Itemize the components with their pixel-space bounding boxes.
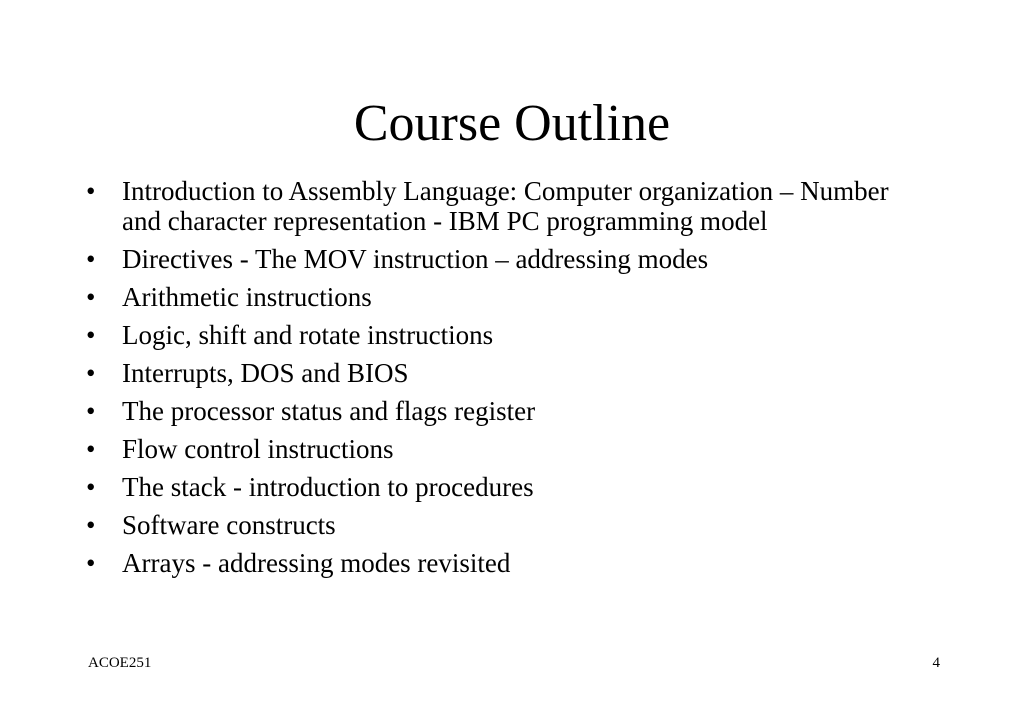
bullet-item — [80, 176, 920, 236]
bullet-text: Arithmetic instructions — [122, 282, 372, 312]
bullet-icon: • — [86, 358, 96, 388]
bullet-item — [80, 434, 920, 464]
slide-title: Course Outline — [353, 95, 671, 152]
bullet-text: Software constructs — [122, 510, 336, 540]
bullet-text: Arrays - addressing modes revisited — [122, 548, 511, 578]
bullet-icon: • — [86, 244, 96, 274]
bullet-item — [80, 472, 920, 502]
bullet-icon: • — [86, 176, 96, 206]
bullet-text: The processor status and flags register — [122, 396, 536, 426]
bullet-icon: • — [86, 282, 96, 312]
bullet-icon: • — [86, 320, 96, 350]
bullet-item — [80, 396, 920, 426]
bullet-icon: • — [86, 548, 96, 578]
bullet-list — [80, 176, 920, 586]
bullet-text: Logic, shift and rotate instructions — [122, 320, 494, 350]
bullet-item — [80, 244, 920, 274]
bullet-item — [80, 282, 920, 312]
bullet-text: The stack - introduction to procedures — [122, 472, 534, 502]
bullet-icon: • — [86, 434, 96, 464]
bullet-icon: • — [86, 510, 96, 540]
bullet-item — [80, 358, 920, 388]
bullet-text: Directives - The MOV instruction – addressing modes — [122, 244, 709, 274]
bullet-item — [80, 548, 920, 578]
bullet-item — [80, 320, 920, 350]
footer-course-code: ACOE251 — [88, 655, 152, 671]
bullet-icon: • — [86, 396, 96, 426]
bullet-text: Introduction to Assembly Language: Computer organization – Number and character representation - IBM PC programming model — [122, 176, 889, 236]
bullet-text: Interrupts, DOS and BIOS — [122, 358, 409, 388]
bullet-item — [80, 510, 920, 540]
bullet-icon: • — [86, 472, 96, 502]
page-number: 4 — [932, 655, 940, 671]
bullet-text: Flow control instructions — [122, 434, 394, 464]
